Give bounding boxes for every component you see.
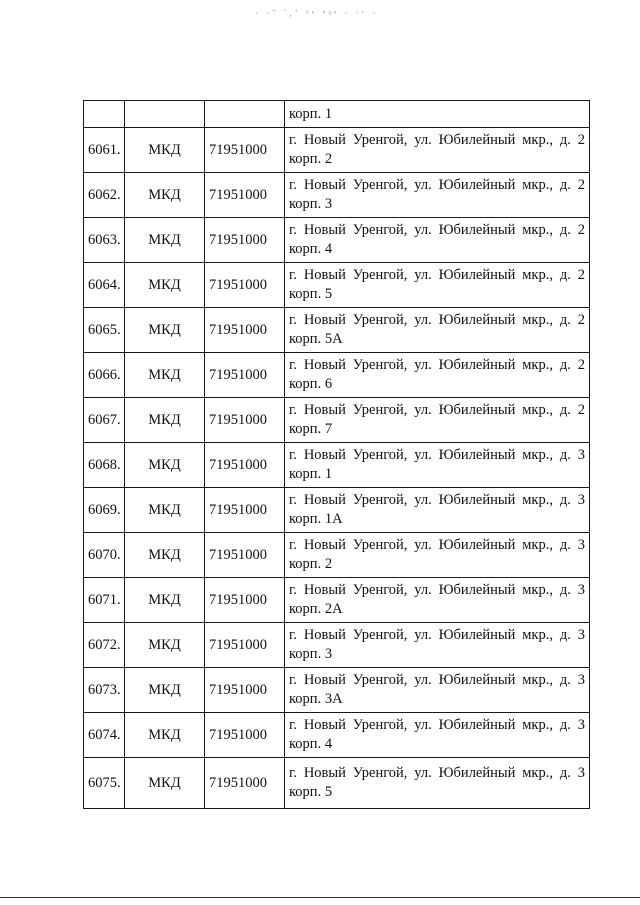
oktmo-code-cell: 71951000 (205, 218, 285, 263)
row-number-cell: 6070. (84, 533, 125, 578)
table-row (84, 263, 590, 308)
oktmo-code-cell: 71951000 (205, 263, 285, 308)
page-bottom-edge-line (0, 897, 640, 898)
row-number-cell (84, 101, 125, 128)
table-row (84, 398, 590, 443)
row-number-cell: 6065. (84, 308, 125, 353)
oktmo-code-cell: 71951000 (205, 533, 285, 578)
address-cell: г. Новый Уренгой, ул. Юбилейный мкр., д. 3 корп. 3А (285, 668, 590, 713)
address-cell: корп. 1 (285, 101, 590, 128)
address-cell: г. Новый Уренгой, ул. Юбилейный мкр., д. 3 корп. 4 (285, 713, 590, 758)
oktmo-code-cell: 71951000 (205, 128, 285, 173)
oktmo-code-cell: 71951000 (205, 713, 285, 758)
row-number-cell: 6071. (84, 578, 125, 623)
table-row (84, 173, 590, 218)
table-row (84, 713, 590, 758)
scan-artifact-marks: · ·ˇ ˋ,ʼ ʰᵃ ʰᵍᵉ · ·ʳ · (255, 8, 379, 18)
object-type-cell: МКД (125, 668, 205, 713)
row-number-cell: 6066. (84, 353, 125, 398)
oktmo-code-cell: 71951000 (205, 488, 285, 533)
row-number-cell: 6067. (84, 398, 125, 443)
object-type-cell: МКД (125, 398, 205, 443)
address-cell: г. Новый Уренгой, ул. Юбилейный мкр., д. 3 корп. 1А (285, 488, 590, 533)
table-row-continuation (84, 101, 590, 128)
oktmo-code-cell: 71951000 (205, 668, 285, 713)
table-row (84, 443, 590, 488)
row-number-cell: 6072. (84, 623, 125, 668)
object-type-cell: МКД (125, 623, 205, 668)
object-type-cell: МКД (125, 443, 205, 488)
address-cell: г. Новый Уренгой, ул. Юбилейный мкр., д. 3 корп. 2А (285, 578, 590, 623)
table-row (84, 488, 590, 533)
oktmo-code-cell: 71951000 (205, 398, 285, 443)
table-row (84, 128, 590, 173)
address-cell: г. Новый Уренгой, ул. Юбилейный мкр., д. 2 корп. 7 (285, 398, 590, 443)
oktmo-code-cell: 71951000 (205, 578, 285, 623)
table-row (84, 533, 590, 578)
row-number-cell: 6063. (84, 218, 125, 263)
row-number-cell: 6073. (84, 668, 125, 713)
address-cell: г. Новый Уренгой, ул. Юбилейный мкр., д. 2 корп. 5А (285, 308, 590, 353)
row-number-cell: 6064. (84, 263, 125, 308)
object-type-cell: МКД (125, 218, 205, 263)
object-type-cell: МКД (125, 353, 205, 398)
row-number-cell: 6062. (84, 173, 125, 218)
object-type-cell: МКД (125, 713, 205, 758)
oktmo-code-cell: 71951000 (205, 443, 285, 488)
object-type-cell: МКД (125, 578, 205, 623)
oktmo-code-cell: 71951000 (205, 758, 285, 809)
address-cell: г. Новый Уренгой, ул. Юбилейный мкр., д. 3 корп. 2 (285, 533, 590, 578)
table-row (84, 623, 590, 668)
object-type-cell: МКД (125, 173, 205, 218)
row-number-cell: 6061. (84, 128, 125, 173)
object-type-cell: МКД (125, 533, 205, 578)
object-type-cell (125, 101, 205, 128)
row-number-cell: 6068. (84, 443, 125, 488)
address-cell: г. Новый Уренгой, ул. Юбилейный мкр., д. 2 корп. 5 (285, 263, 590, 308)
object-type-cell: МКД (125, 128, 205, 173)
object-type-cell: МКД (125, 263, 205, 308)
oktmo-code-cell: 71951000 (205, 353, 285, 398)
address-cell: г. Новый Уренгой, ул. Юбилейный мкр., д. 2 корп. 2 (285, 128, 590, 173)
table-row (84, 308, 590, 353)
registry-table-body (84, 101, 590, 809)
address-cell: г. Новый Уренгой, ул. Юбилейный мкр., д. 2 корп. 4 (285, 218, 590, 263)
address-cell: г. Новый Уренгой, ул. Юбилейный мкр., д. 3 корп. 1 (285, 443, 590, 488)
address-cell: г. Новый Уренгой, ул. Юбилейный мкр., д. 3 корп. 5 (285, 758, 590, 809)
row-number-cell: 6069. (84, 488, 125, 533)
address-cell: г. Новый Уренгой, ул. Юбилейный мкр., д. 3 корп. 3 (285, 623, 590, 668)
object-type-cell: МКД (125, 308, 205, 353)
row-number-cell: 6075. (84, 758, 125, 809)
oktmo-code-cell: 71951000 (205, 308, 285, 353)
table-row (84, 218, 590, 263)
table-row (84, 668, 590, 713)
table-row (84, 578, 590, 623)
table-row (84, 353, 590, 398)
housing-registry-table (83, 100, 590, 809)
oktmo-code-cell: 71951000 (205, 173, 285, 218)
object-type-cell: МКД (125, 758, 205, 809)
oktmo-code-cell: 71951000 (205, 623, 285, 668)
oktmo-code-cell (205, 101, 285, 128)
address-cell: г. Новый Уренгой, ул. Юбилейный мкр., д. 2 корп. 3 (285, 173, 590, 218)
address-cell: г. Новый Уренгой, ул. Юбилейный мкр., д. 2 корп. 6 (285, 353, 590, 398)
object-type-cell: МКД (125, 488, 205, 533)
row-number-cell: 6074. (84, 713, 125, 758)
table-row (84, 758, 590, 809)
